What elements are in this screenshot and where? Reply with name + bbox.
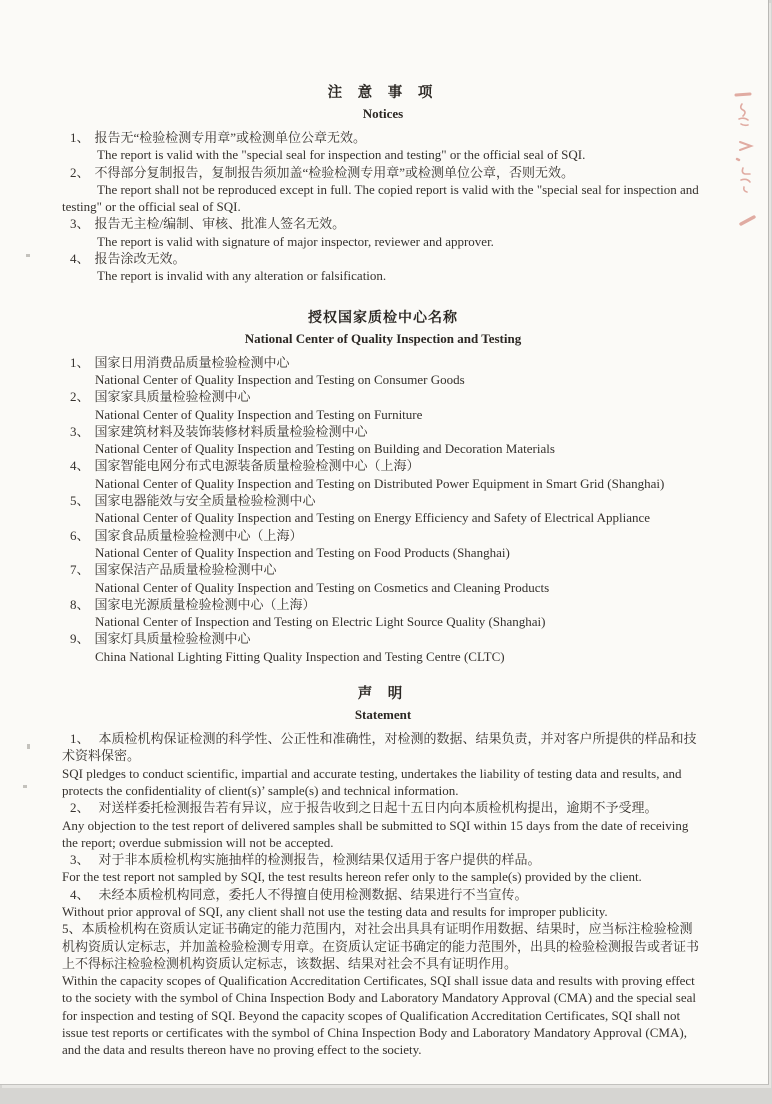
center-item (62, 596, 704, 631)
statement-item-cn (62, 730, 704, 765)
item-text-cn: 对送样委托检测报告若有异议，应于报告收到之日起十五日内向本质检机构提出，逾期不予受理。 (98, 800, 658, 816)
statement-title-en: Statement (354, 707, 412, 723)
statement-item-cn (62, 799, 704, 816)
center-item (62, 388, 704, 423)
center-item-cn (62, 596, 704, 613)
center-item-cn (62, 492, 704, 509)
item-number: 2、 (70, 389, 90, 405)
item-number: 3、 (70, 423, 90, 439)
statement-item (62, 886, 704, 921)
item-number: 8、 (70, 596, 90, 612)
center-item-en: National Center of Quality Inspection and Testing on Cosmetics and Cleaning Products (95, 579, 550, 595)
item-text-cn: 国家日用消费品质量检验检测中心 (94, 354, 290, 370)
statement-section (62, 685, 704, 1059)
statement-item-en: SQI pledges to conduct scientific, impartial and accurate testing, undertakes the liability of testing data and results, and protects the confidentiality of client(s)’ sample(s) and technical information. (62, 765, 682, 798)
centers-title-en: National Center of Quality Inspection and Testing (244, 330, 522, 346)
item-text-cn: 国家食品质量检验检测中心（上海） (94, 527, 303, 543)
scan-speck (27, 744, 30, 749)
item-number: 1、 (70, 731, 90, 747)
notice-item-cn (62, 164, 704, 181)
item-number: 1、 (70, 130, 90, 145)
center-item-cn (62, 630, 704, 647)
item-text-cn: 本质检机构在资质认定证书确定的能力范围内，对社会出具具有证明作用数据、结果时，应当标注检验检测机构资质认定标志，并加盖检验检测专用章。在资质认定证书确定的能力范围外，出具的检验检测报告或者证书上不得标注检验检测机构资质认定标志，该数据、结果对社会不具有证明作用。 (62, 921, 700, 971)
statement-item (62, 920, 704, 1058)
item-number: 5、 (62, 921, 82, 937)
statement-item-en: Any objection to the test report of delivered samples shall be submitted to SQI within 15 days from the date of receiving the report; overdue submission will not be accepted. (62, 817, 689, 850)
statement-item (62, 730, 704, 799)
item-number: 1、 (70, 354, 90, 370)
notice-item-cn (62, 129, 704, 146)
item-number: 3、 (70, 852, 90, 868)
item-text-cn: 国家智能电网分布式电源装备质量检验检测中心（上海） (94, 458, 420, 474)
item-text-cn: 国家保洁产品质量检验检测中心 (94, 562, 277, 578)
statement-item-en: For the test report not sampled by SQI, the test results hereon refer only to the sample(s) provided by the client. (62, 869, 642, 885)
item-text-cn: 报告无主检/编制、审核、批准人签名无效。 (94, 216, 346, 232)
center-item-en: National Center of Quality Inspection and Testing on Distributed Power Equipment in Smart Grid (Shanghai) (95, 475, 665, 491)
item-text-cn: 国家电器能效与安全质量检验检测中心 (94, 493, 316, 509)
center-item (62, 354, 704, 389)
center-item (62, 457, 704, 492)
item-number: 4、 (70, 458, 90, 474)
statement-item-cn (62, 886, 704, 903)
center-item (62, 423, 704, 458)
center-item-cn (62, 354, 704, 371)
handwritten-red-marks-icon (728, 88, 764, 238)
center-item-en: China National Lighting Fitting Quality Inspection and Testing Centre (CLTC) (95, 648, 505, 664)
item-text-cn: 报告无“检验检测专用章”或检测单位公章无效。 (94, 130, 367, 145)
center-item-cn (62, 527, 704, 544)
notices-section (62, 84, 704, 285)
notice-item (62, 215, 704, 250)
item-text-cn: 国家电光源质量检验检测中心（上海） (94, 596, 316, 612)
item-text-cn: 本质检机构保证检测的科学性、公正性和准确性，对检测的数据、结果负责，并对客户所提供的样品和技术资料保密。 (62, 731, 697, 764)
statement-item-cn (62, 851, 704, 868)
center-item-cn (62, 423, 704, 440)
item-number: 9、 (70, 631, 90, 647)
center-item-en: National Center of Quality Inspection and Testing on Building and Decoration Materials (95, 441, 555, 457)
item-number: 4、 (70, 886, 90, 902)
notice-item (62, 129, 704, 164)
notice-item (62, 250, 704, 285)
scan-speck (26, 254, 30, 257)
statement-title-cn: 声 明 (357, 686, 409, 703)
item-text-cn: 报告涂改无效。 (94, 251, 186, 267)
notice-item (62, 164, 704, 216)
notice-item-en: The report is invalid with any alteration or falsification. (97, 268, 387, 284)
item-number: 4、 (70, 251, 90, 267)
notices-title-cn: 注 意 事 项 (327, 85, 439, 101)
center-item-en: National Center of Quality Inspection and Testing on Energy Efficiency and Safety of Electrical Appliance (95, 510, 651, 526)
statement-item-cn (62, 920, 704, 972)
center-item-en: National Center of Quality Inspection and Testing on Food Products (Shanghai) (95, 544, 510, 560)
notices-title-en: Notices (362, 106, 404, 121)
item-text-cn: 不得部分复制报告，复制报告须加盖“检验检测专用章”或检测单位公章，否则无效。 (94, 164, 575, 180)
item-text-cn: 国家建筑材料及装饰装修材料质量检验检测中心 (94, 423, 368, 439)
statement-item-en: Within the capacity scopes of Qualification Accreditation Certificates, SQI shall issue data and results with proving effect to the society with the symbol of China Inspection Body and Laboratory Mandatory Approval (CMA) and the special seal for inspection and testing of SQI. Beyond the capacity scopes of Qualification Accreditation Certificates, SQI shall not issue test reports or certificates with the symbol of China Inspection Body and Laboratory Mandatory Approval (CMA), and the data and results thereon have no proving effect to the society. (62, 973, 696, 1058)
national-centers-section (62, 309, 704, 665)
center-item (62, 492, 704, 527)
item-text-cn: 对于非本质检机构实施抽样的检测报告，检测结果仅适用于客户提供的样品。 (98, 852, 541, 868)
item-text-cn: 国家灯具质量检验检测中心 (94, 631, 251, 647)
center-item-cn (62, 388, 704, 405)
center-item (62, 527, 704, 562)
statement-item (62, 799, 704, 851)
center-item-cn (62, 457, 704, 474)
item-text-cn: 未经本质检机构同意，委托人不得擅自使用检测数据、结果进行不当宣传。 (98, 886, 528, 902)
item-number: 3、 (70, 216, 90, 232)
item-number: 2、 (70, 164, 90, 180)
item-number: 7、 (70, 562, 90, 578)
item-number: 2、 (70, 800, 90, 816)
center-item-en: National Center of Quality Inspection and Testing on Furniture (95, 406, 423, 422)
center-item (62, 561, 704, 596)
center-item-en: National Center of Inspection and Testing on Electric Light Source Quality (Shanghai) (95, 614, 546, 630)
notice-item-en: The report is valid with signature of major inspector, reviewer and approver. (97, 233, 494, 249)
item-number: 5、 (70, 493, 90, 509)
item-text-cn: 国家家具质量检验检测中心 (94, 389, 251, 405)
centers-title-cn: 授权国家质检中心名称 (308, 310, 458, 326)
notice-item-cn (62, 250, 704, 267)
notice-item-en: The report shall not be reproduced except in full. The copied report is valid with the "special seal for inspection and testing" or the official seal of SQI. (62, 181, 699, 215)
center-item-en: National Center of Quality Inspection and Testing on Consumer Goods (95, 371, 465, 387)
center-item-cn (62, 561, 704, 578)
statement-item (62, 851, 704, 886)
scan-speck (23, 785, 27, 788)
notice-item-en: The report is valid with the "special seal for inspection and testing" or the official seal of SQI. (97, 147, 586, 163)
center-item (62, 630, 704, 665)
notice-item-cn (62, 215, 704, 232)
statement-item-en: Without prior approval of SQI, any client shall not use the testing data and results for improper publicity. (62, 903, 608, 919)
item-number: 6、 (70, 527, 90, 543)
